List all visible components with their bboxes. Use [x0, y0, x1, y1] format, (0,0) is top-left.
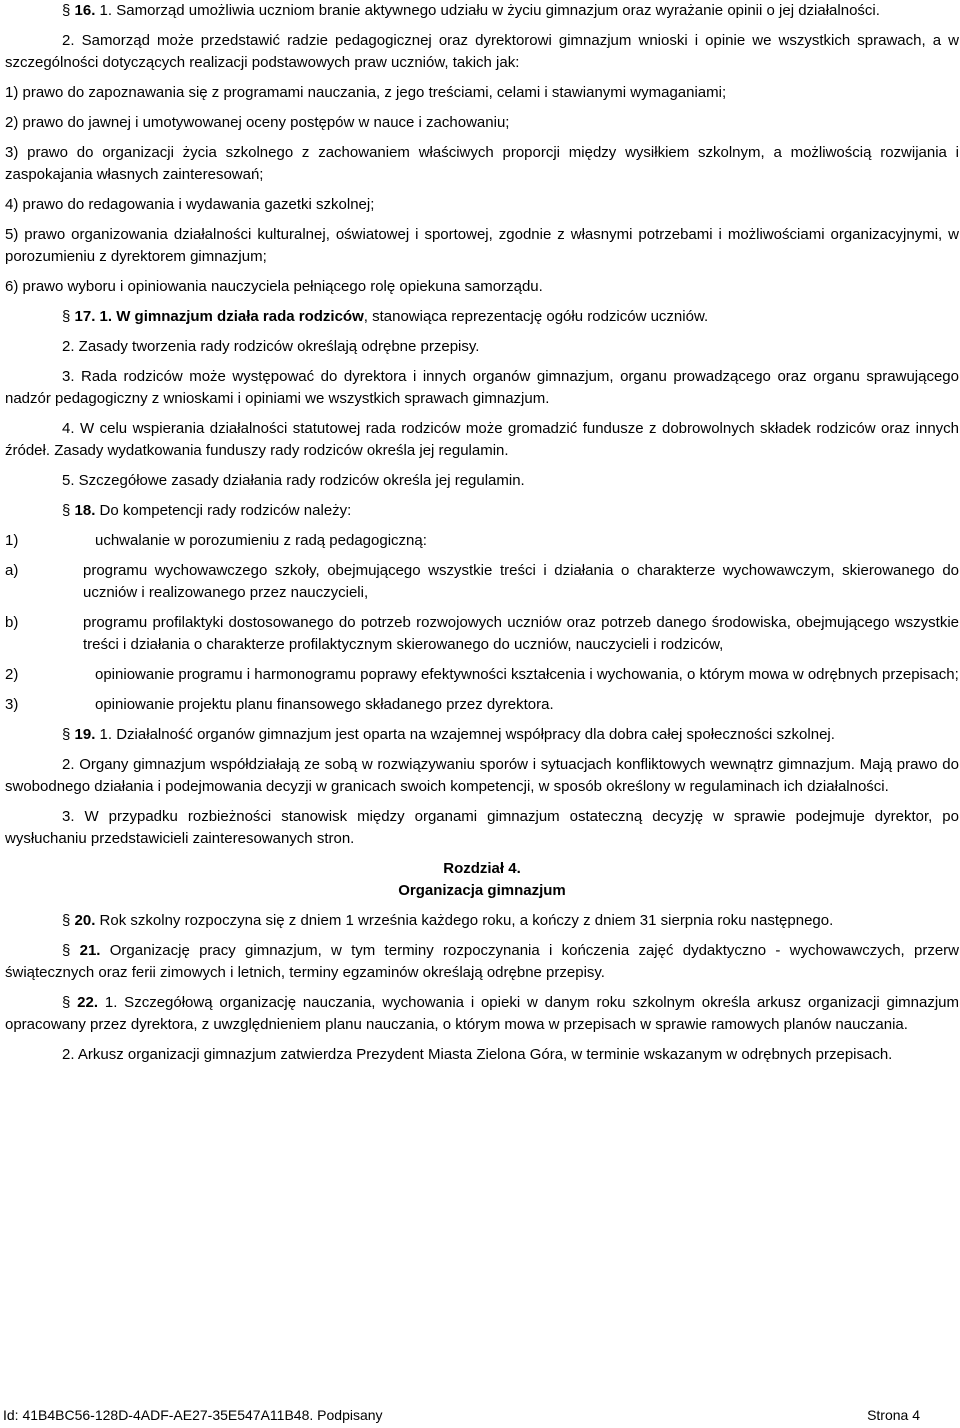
paragraph-19-1: § 19. 1. Działalność organów gimnazjum jest oparta na wzajemnej współpracy dla dobra całej społeczności szkolnej. [62, 726, 835, 743]
section-number: 18. [74, 502, 96, 519]
paragraph-17-5: 5. Szczegółowe zasady działania rady rodziców określa jej regulamin. [62, 472, 525, 489]
chapter-title: Rozdział 4. [443, 860, 521, 877]
paragraph-19-3: 3. W przypadku rozbieżności stanowisk między organami gimnazjum ostateczną decyzję w sprawie podejmuje dyrektor, po wysłuchaniu przedstawicieli zainteresowanych stron. [5, 808, 959, 847]
paragraph-17-2: 2. Zasady tworzenia rady rodziców określają odrębne przepisy. [62, 338, 480, 355]
paragraph-17-4: 4. W celu wspierania działalności statutowej rada rodziców może gromadzić fundusze z dobrowolnych składek rodziców oraz innych źródeł. Zasady wydatkowania funduszy rady rodziców określa jej regulamin. [5, 420, 959, 459]
list-item: 6) prawo wyboru i opiniowania nauczyciela pełniącego rolę opiekuna samorządu. [5, 278, 543, 295]
bold-lead: 1. W gimnazjum działa rada rodziców [99, 308, 364, 325]
section-number: 17. [74, 308, 96, 325]
list-item: 1) uchwalanie w porozumieniu z radą pedagogiczną: [5, 532, 427, 549]
page-number: Strona 4 [867, 1407, 920, 1423]
paragraph-16-1: § 16. 1. Samorząd umożliwia uczniom branie aktywnego udziału w życiu gimnazjum oraz wyrażanie opinii o jej działalności. [62, 2, 880, 19]
chapter-heading [5, 858, 959, 902]
list-item: a) programu wychowawczego szkoły, obejmującego wszystkie treści i działania o charakterze wychowawczym, skierowanego do uczniów i realizowanego przez nauczycieli, [5, 562, 959, 601]
list-item: 2) prawo do jawnej i umotywowanej oceny postępów w nauce i zachowaniu; [5, 114, 510, 131]
document-id: Id: 41B4BC56-128D-4ADF-AE27-35E547A11B48. Podpisany [3, 1407, 383, 1423]
chapter-subtitle: Organizacja gimnazjum [398, 882, 566, 899]
paragraph-18: § 18. Do kompetencji rady rodziców należy: [62, 502, 352, 519]
section-number: 21. [79, 942, 101, 959]
paragraph-22-2: 2. Arkusz organizacji gimnazjum zatwierdza Prezydent Miasta Zielona Góra, w terminie wskazanym w odrębnych przepisach. [62, 1046, 893, 1063]
document-page [5, 0, 959, 1074]
paragraph-17-3: 3. Rada rodziców może występować do dyrektora i innych organów gimnazjum, organu prowadzącego oraz organu sprawującego nadzór pedagogiczny z wnioskami i opiniami we wszystkich sprawach gimnazjum. [5, 368, 959, 407]
paragraph-17-1: § 17. 1. W gimnazjum działa rada rodziców, stanowiąca reprezentację ogółu rodziców uczniów. [62, 308, 709, 325]
section-number: 16. [74, 2, 96, 19]
page-footer [3, 1406, 920, 1424]
list-item: 3) prawo do organizacji życia szkolnego z zachowaniem właściwych proporcji między wysiłkiem szkolnym, a możliwością rozwijania i zaspokajania własnych zainteresowań; [5, 144, 959, 183]
section-number: 19. [74, 726, 96, 743]
list-item: 5) prawo organizowania działalności kulturalnej, oświatowej i sportowej, zgodnie z własnymi potrzebami i możliwościami organizacyjnymi, w porozumieniu z dyrektorem gimnazjum; [5, 226, 959, 265]
list-item: 1) prawo do zapoznawania się z programami nauczania, z jego treściami, celami i stawianymi wymaganiami; [5, 84, 727, 101]
paragraph-21: § 21. Organizację pracy gimnazjum, w tym terminy rozpoczynania i kończenia zajęć dydaktyczno - wychowawczych, przerw świątecznych oraz ferii zimowych i letnich, terminy egzaminów określają odrębne przepisy. [5, 942, 959, 981]
list-item: b) programu profilaktyki dostosowanego do potrzeb rozwojowych uczniów oraz potrzeb danego środowiska, obejmującego wszystkie treści i działania o charakterze profilaktycznym skierowanego do uczniów, nauczycieli i rodziców, [5, 614, 959, 653]
paragraph-20: § 20. Rok szkolny rozpoczyna się z dniem 1 września każdego roku, a kończy z dniem 31 sierpnia roku następnego. [62, 912, 834, 929]
paragraph-19-2: 2. Organy gimnazjum współdziałają ze sobą w rozwiązywaniu sporów i sytuacjach konfliktowych wewnątrz gimnazjum. Mają prawo do swobodnego działania i podejmowania decyzji w granicach swoich kompetencji, w sposób określony w regulaminach ich działalności. [5, 756, 959, 795]
paragraph-16-2: 2. Samorząd może przedstawić radzie pedagogicznej oraz dyrektorowi gimnazjum wnioski i opinie we wszystkich sprawach, a w szczególności dotyczących realizacji podstawowych praw uczniów, takich jak: [5, 32, 959, 71]
list-item: 4) prawo do redagowania i wydawania gazetki szkolnej; [5, 196, 375, 213]
section-number: 22. [77, 994, 99, 1011]
section-number: 20. [74, 912, 96, 929]
list-item: 2) opiniowanie programu i harmonogramu poprawy efektywności kształcenia i wychowania, o którym mowa w odrębnych przepisach; [5, 666, 959, 683]
paragraph-22-1: § 22. 1. Szczegółową organizację nauczania, wychowania i opieki w danym roku szkolnym określa arkusz organizacji gimnazjum opracowany przez dyrektora, z uwzględnieniem planu nauczania, o którym mowa w przepisach w sprawie ramowych planów nauczania. [5, 994, 960, 1033]
list-item: 3) opiniowanie projektu planu finansowego składanego przez dyrektora. [5, 696, 554, 713]
